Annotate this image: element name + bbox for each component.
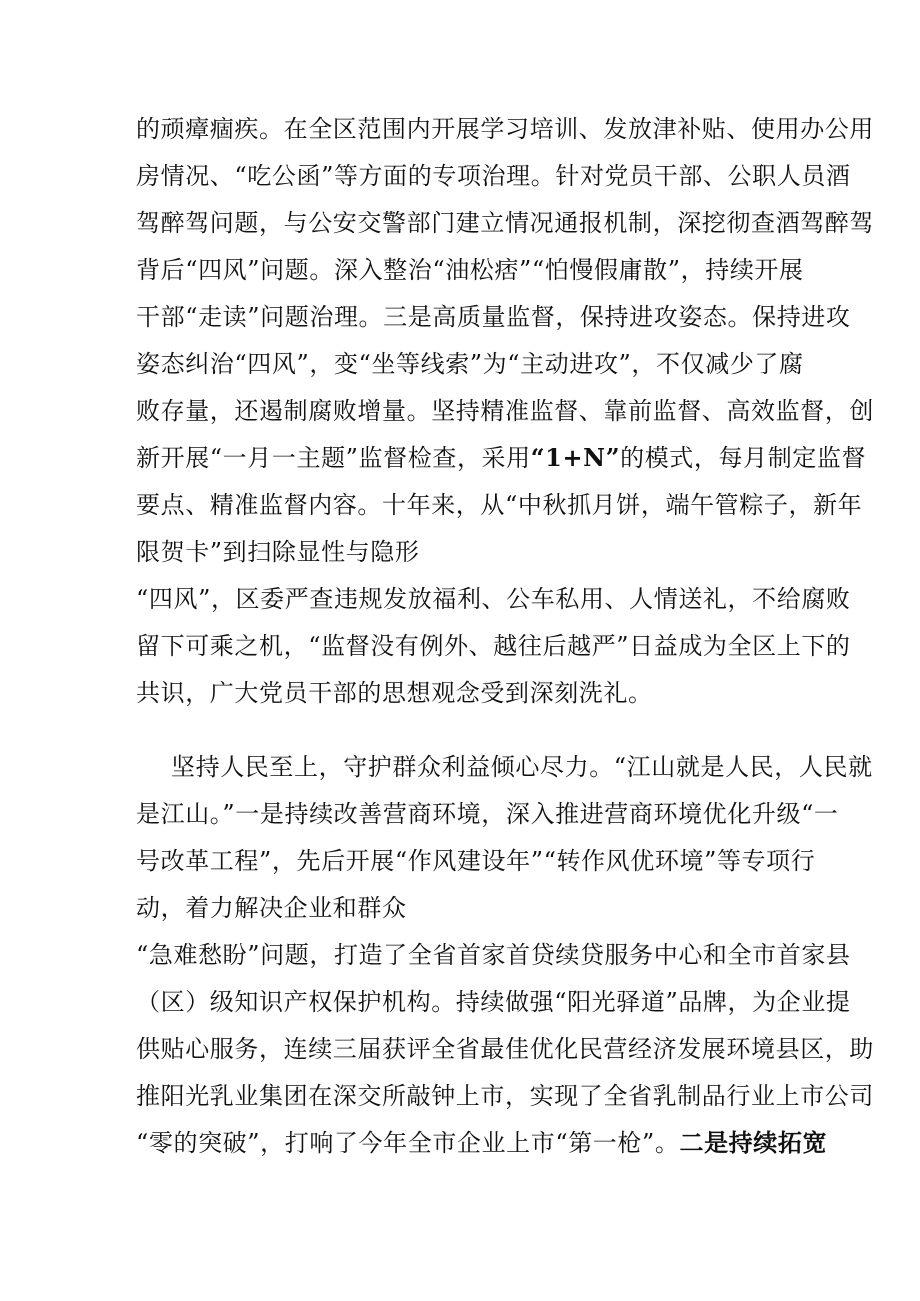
text-line: 驾醉驾问题，与公安交警部门建立情况通报机制，深挖彻查酒驾醉驾 bbox=[136, 209, 874, 237]
text-line: 是江山。”一是持续改善营商环境，深入推进营商环境优化升级“一 bbox=[136, 800, 839, 828]
text-line: 的顽瘴痼疾。在全区范围内开展学习培训、发放津补贴、使用办公用 bbox=[136, 115, 874, 143]
text-line: 推阳光乳业集团在深交所敲钟上市，实现了全省乳制品行业上市公司 bbox=[136, 1082, 874, 1110]
text-line: “四风”，区委严查违规发放福利、公车私用、人情送礼，不给腐败 bbox=[136, 585, 851, 613]
text-segment: 新开展“一月一主题”监督检查，采用 bbox=[136, 444, 531, 472]
bold-text-segment: 二是持续拓宽 bbox=[679, 1128, 828, 1157]
text-line: “急难愁盼”问题，打造了全省首家首贷续贷服务中心和全市首家县 bbox=[136, 941, 851, 969]
text-line: 败存量，还遏制腐败增量。坚持精准监督、靠前监督、高效监督，创 bbox=[136, 397, 874, 425]
text-line: 姿态纠治“四风”，变“坐等线索”为“主动进攻”，不仅减少了腐 bbox=[136, 350, 804, 378]
text-line bbox=[136, 443, 866, 473]
text-line: 房情况、“吃公函”等方面的专项治理。针对党员干部、公职人员酒 bbox=[136, 162, 851, 190]
text-line: 供贴心服务，连续三届获评全省最佳优化民营经济发展环境县区，助 bbox=[136, 1035, 874, 1063]
text-line: 要点、精准监督内容。十年来，从“中秋抓月饼，端午管粽子，新年 bbox=[136, 491, 863, 519]
text-segment: 的模式，每月制定监督 bbox=[620, 444, 867, 472]
paragraph-first-line: 坚持人民至上，守护群众利益倾心尽力。“江山就是人民，人民就 bbox=[171, 753, 873, 781]
text-line: 干部“走读”问题治理。三是高质量监督，保持进攻姿态。保持进攻 bbox=[136, 303, 851, 331]
text-line: 共识，广大党员干部的思想观念受到深刻洗礼。 bbox=[136, 679, 653, 707]
text-line: 号改革工程”，先后开展“作风建设年”“转作风优环境”等专项行 bbox=[136, 847, 816, 875]
text-line bbox=[136, 1128, 827, 1158]
text-line: 限贺卡”到扫除显性与隐形 bbox=[136, 538, 420, 566]
text-line: 背后“四风”问题。深入整治“油松痞”“怕慢假庸散”，持续开展 bbox=[136, 256, 804, 284]
text-line: （区）级知识产权保护机构。持续做强“阳光驿道”品牌，为企业提 bbox=[136, 988, 851, 1016]
text-segment: “零的突破”，打响了今年全市企业上市“第一枪”。 bbox=[136, 1129, 680, 1157]
text-line: 留下可乘之机，“监督没有例外、越往后越严”日益成为全区上下的 bbox=[136, 632, 851, 660]
bold-text-segment: “1+N” bbox=[530, 443, 621, 472]
text-line: 动，着力解决企业和群众 bbox=[136, 894, 407, 922]
